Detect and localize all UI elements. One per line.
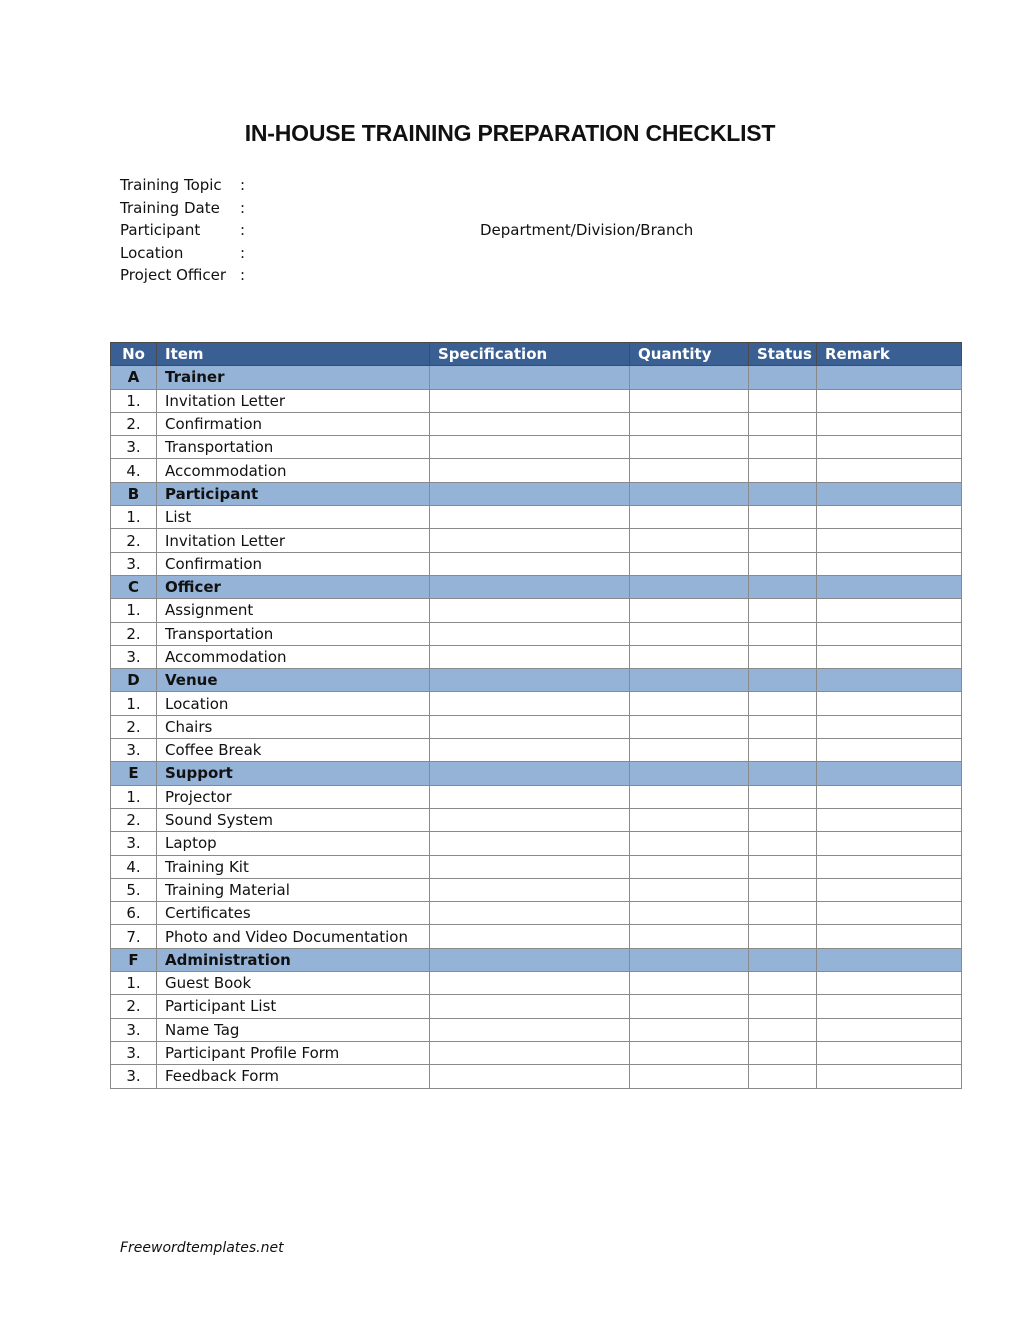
item-no: 3. — [111, 1018, 157, 1041]
section-row — [111, 762, 962, 785]
quantity-cell — [630, 739, 749, 762]
spec-cell — [430, 506, 630, 529]
item-name: Chairs — [157, 715, 430, 738]
header-item: Item — [157, 343, 430, 366]
table-row — [111, 692, 962, 715]
spec-cell — [430, 669, 630, 692]
spec-cell — [430, 622, 630, 645]
checklist-table — [110, 342, 962, 1089]
status-cell — [749, 1041, 817, 1064]
info-label: Project Officer — [120, 266, 227, 285]
spec-cell — [430, 808, 630, 831]
item-name: Accommodation — [157, 459, 430, 482]
remark-cell — [817, 436, 962, 459]
status-cell — [749, 506, 817, 529]
item-no: 1. — [111, 972, 157, 995]
table-row — [111, 645, 962, 668]
info-row — [120, 219, 820, 242]
section-no: D — [111, 669, 157, 692]
table-row — [111, 1065, 962, 1088]
table-row — [111, 459, 962, 482]
remark-cell — [817, 1065, 962, 1088]
item-no: 3. — [111, 739, 157, 762]
section-row — [111, 948, 962, 971]
quantity-cell — [630, 412, 749, 435]
item-no: 1. — [111, 506, 157, 529]
table-header-row — [111, 343, 962, 366]
quantity-cell — [630, 925, 749, 948]
remark-cell — [817, 878, 962, 901]
spec-cell — [430, 925, 630, 948]
spec-cell — [430, 552, 630, 575]
section-row — [111, 575, 962, 598]
status-cell — [749, 645, 817, 668]
item-name: Confirmation — [157, 552, 430, 575]
spec-cell — [430, 366, 630, 389]
info-colon: : — [240, 221, 246, 240]
status-cell — [749, 436, 817, 459]
status-cell — [749, 925, 817, 948]
item-no: 1. — [111, 389, 157, 412]
status-cell — [749, 878, 817, 901]
item-name: Confirmation — [157, 412, 430, 435]
header-specification: Specification — [430, 343, 630, 366]
quantity-cell — [630, 1041, 749, 1064]
spec-cell — [430, 995, 630, 1018]
remark-cell — [817, 995, 962, 1018]
spec-cell — [430, 599, 630, 622]
section-name: Trainer — [157, 366, 430, 389]
status-cell — [749, 1065, 817, 1088]
spec-cell — [430, 832, 630, 855]
spec-cell — [430, 785, 630, 808]
item-name: Laptop — [157, 832, 430, 855]
spec-cell — [430, 902, 630, 925]
item-no: 2. — [111, 412, 157, 435]
status-cell — [749, 855, 817, 878]
remark-cell — [817, 412, 962, 435]
section-row — [111, 669, 962, 692]
status-cell — [749, 762, 817, 785]
quantity-cell — [630, 715, 749, 738]
page-title: IN-HOUSE TRAINING PREPARATION CHECKLIST — [244, 120, 776, 146]
quantity-cell — [630, 972, 749, 995]
remark-cell — [817, 529, 962, 552]
info-row — [120, 242, 820, 265]
item-name: Invitation Letter — [157, 529, 430, 552]
item-no: 3. — [111, 645, 157, 668]
status-cell — [749, 972, 817, 995]
item-name: Training Kit — [157, 855, 430, 878]
item-name: Transportation — [157, 436, 430, 459]
item-name: Name Tag — [157, 1018, 430, 1041]
spec-cell — [430, 715, 630, 738]
item-no: 1. — [111, 599, 157, 622]
remark-cell — [817, 1041, 962, 1064]
section-name: Administration — [157, 948, 430, 971]
remark-cell — [817, 599, 962, 622]
quantity-cell — [630, 575, 749, 598]
spec-cell — [430, 459, 630, 482]
status-cell — [749, 692, 817, 715]
status-cell — [749, 575, 817, 598]
spec-cell — [430, 878, 630, 901]
item-name: Transportation — [157, 622, 430, 645]
remark-cell — [817, 482, 962, 505]
remark-cell — [817, 669, 962, 692]
status-cell — [749, 832, 817, 855]
quantity-cell — [630, 1065, 749, 1088]
quantity-cell — [630, 832, 749, 855]
spec-cell — [430, 739, 630, 762]
spec-cell — [430, 762, 630, 785]
item-no: 2. — [111, 995, 157, 1018]
quantity-cell — [630, 785, 749, 808]
remark-cell — [817, 832, 962, 855]
status-cell — [749, 785, 817, 808]
remark-cell — [817, 645, 962, 668]
quantity-cell — [630, 645, 749, 668]
spec-cell — [430, 436, 630, 459]
info-colon: : — [240, 266, 246, 285]
table-row — [111, 808, 962, 831]
remark-cell — [817, 972, 962, 995]
item-name: Projector — [157, 785, 430, 808]
info-label: Training Topic — [120, 176, 222, 194]
header-status: Status — [749, 343, 817, 366]
table-row — [111, 785, 962, 808]
section-row — [111, 482, 962, 505]
status-cell — [749, 739, 817, 762]
item-name: Assignment — [157, 599, 430, 622]
table-row — [111, 739, 962, 762]
table-row — [111, 552, 962, 575]
info-row — [120, 264, 820, 287]
quantity-cell — [630, 552, 749, 575]
remark-cell — [817, 366, 962, 389]
status-cell — [749, 459, 817, 482]
item-no: 7. — [111, 925, 157, 948]
section-name: Participant — [157, 482, 430, 505]
info-extra: Department/Division/Branch — [480, 221, 694, 240]
item-no: 3. — [111, 436, 157, 459]
remark-cell — [817, 762, 962, 785]
footer-source: Freewordtemplates.net — [120, 1240, 284, 1256]
spec-cell — [430, 482, 630, 505]
spec-cell — [430, 645, 630, 668]
table-row — [111, 855, 962, 878]
info-colon: : — [240, 198, 246, 217]
item-no: 4. — [111, 855, 157, 878]
item-name: Participant Profile Form — [157, 1041, 430, 1064]
item-no: 3. — [111, 552, 157, 575]
quantity-cell — [630, 762, 749, 785]
item-no: 2. — [111, 622, 157, 645]
info-label: Training Date — [120, 198, 220, 217]
spec-cell — [430, 412, 630, 435]
remark-cell — [817, 785, 962, 808]
item-no: 4. — [111, 459, 157, 482]
spec-cell — [430, 529, 630, 552]
item-no: 1. — [111, 692, 157, 715]
item-no: 3. — [111, 1041, 157, 1064]
status-cell — [749, 715, 817, 738]
item-no: 3. — [111, 832, 157, 855]
spec-cell — [430, 855, 630, 878]
section-no: C — [111, 575, 157, 598]
table-row — [111, 1041, 962, 1064]
item-no: 6. — [111, 902, 157, 925]
remark-cell — [817, 622, 962, 645]
spec-cell — [430, 575, 630, 598]
table-row — [111, 599, 962, 622]
section-no: B — [111, 482, 157, 505]
item-name: Coffee Break — [157, 739, 430, 762]
table-row — [111, 902, 962, 925]
training-info — [120, 174, 820, 287]
table-row — [111, 878, 962, 901]
status-cell — [749, 808, 817, 831]
item-no: 1. — [111, 785, 157, 808]
header-remark: Remark — [817, 343, 962, 366]
item-name: Training Material — [157, 878, 430, 901]
item-name: Location — [157, 692, 430, 715]
item-no: 2. — [111, 529, 157, 552]
status-cell — [749, 669, 817, 692]
spec-cell — [430, 389, 630, 412]
status-cell — [749, 552, 817, 575]
remark-cell — [817, 925, 962, 948]
remark-cell — [817, 855, 962, 878]
remark-cell — [817, 552, 962, 575]
item-name: Sound System — [157, 808, 430, 831]
status-cell — [749, 529, 817, 552]
info-row — [120, 174, 820, 197]
table-row — [111, 389, 962, 412]
status-cell — [749, 599, 817, 622]
quantity-cell — [630, 506, 749, 529]
table-row — [111, 436, 962, 459]
remark-cell — [817, 808, 962, 831]
spec-cell — [430, 1041, 630, 1064]
table-row — [111, 506, 962, 529]
table-row — [111, 622, 962, 645]
remark-cell — [817, 1018, 962, 1041]
quantity-cell — [630, 902, 749, 925]
item-no: 2. — [111, 808, 157, 831]
spec-cell — [430, 948, 630, 971]
table-row — [111, 832, 962, 855]
status-cell — [749, 948, 817, 971]
quantity-cell — [630, 808, 749, 831]
item-name: Photo and Video Documentation — [157, 925, 430, 948]
info-colon: : — [240, 176, 246, 194]
item-name: Invitation Letter — [157, 389, 430, 412]
status-cell — [749, 482, 817, 505]
status-cell — [749, 995, 817, 1018]
quantity-cell — [630, 669, 749, 692]
table-row — [111, 412, 962, 435]
remark-cell — [817, 459, 962, 482]
quantity-cell — [630, 622, 749, 645]
item-name: Feedback Form — [157, 1065, 430, 1088]
item-name: Certificates — [157, 902, 430, 925]
info-label: Location — [120, 243, 184, 262]
section-no: A — [111, 366, 157, 389]
section-no: E — [111, 762, 157, 785]
info-label: Participant — [120, 221, 201, 240]
quantity-cell — [630, 482, 749, 505]
quantity-cell — [630, 855, 749, 878]
info-colon: : — [240, 243, 246, 262]
quantity-cell — [630, 599, 749, 622]
section-no: F — [111, 948, 157, 971]
remark-cell — [817, 389, 962, 412]
remark-cell — [817, 692, 962, 715]
table-row — [111, 715, 962, 738]
info-row — [120, 197, 820, 220]
quantity-cell — [630, 948, 749, 971]
table-row — [111, 972, 962, 995]
item-name: List — [157, 506, 430, 529]
section-row — [111, 366, 962, 389]
table-row — [111, 925, 962, 948]
status-cell — [749, 1018, 817, 1041]
quantity-cell — [630, 389, 749, 412]
remark-cell — [817, 575, 962, 598]
status-cell — [749, 412, 817, 435]
quantity-cell — [630, 436, 749, 459]
quantity-cell — [630, 878, 749, 901]
quantity-cell — [630, 995, 749, 1018]
table-row — [111, 529, 962, 552]
quantity-cell — [630, 459, 749, 482]
item-name: Guest Book — [157, 972, 430, 995]
remark-cell — [817, 715, 962, 738]
spec-cell — [430, 692, 630, 715]
item-name: Participant List — [157, 995, 430, 1018]
item-name: Accommodation — [157, 645, 430, 668]
quantity-cell — [630, 692, 749, 715]
status-cell — [749, 389, 817, 412]
status-cell — [749, 366, 817, 389]
item-no: 3. — [111, 1065, 157, 1088]
section-name: Support — [157, 762, 430, 785]
remark-cell — [817, 902, 962, 925]
spec-cell — [430, 1065, 630, 1088]
spec-cell — [430, 1018, 630, 1041]
status-cell — [749, 622, 817, 645]
quantity-cell — [630, 1018, 749, 1041]
item-no: 2. — [111, 715, 157, 738]
header-no: No — [111, 343, 157, 366]
item-no: 5. — [111, 878, 157, 901]
quantity-cell — [630, 366, 749, 389]
remark-cell — [817, 739, 962, 762]
section-name: Venue — [157, 669, 430, 692]
table-row — [111, 995, 962, 1018]
spec-cell — [430, 972, 630, 995]
remark-cell — [817, 948, 962, 971]
header-quantity: Quantity — [630, 343, 749, 366]
remark-cell — [817, 506, 962, 529]
table-row — [111, 1018, 962, 1041]
quantity-cell — [630, 529, 749, 552]
section-name: Officer — [157, 575, 430, 598]
status-cell — [749, 902, 817, 925]
